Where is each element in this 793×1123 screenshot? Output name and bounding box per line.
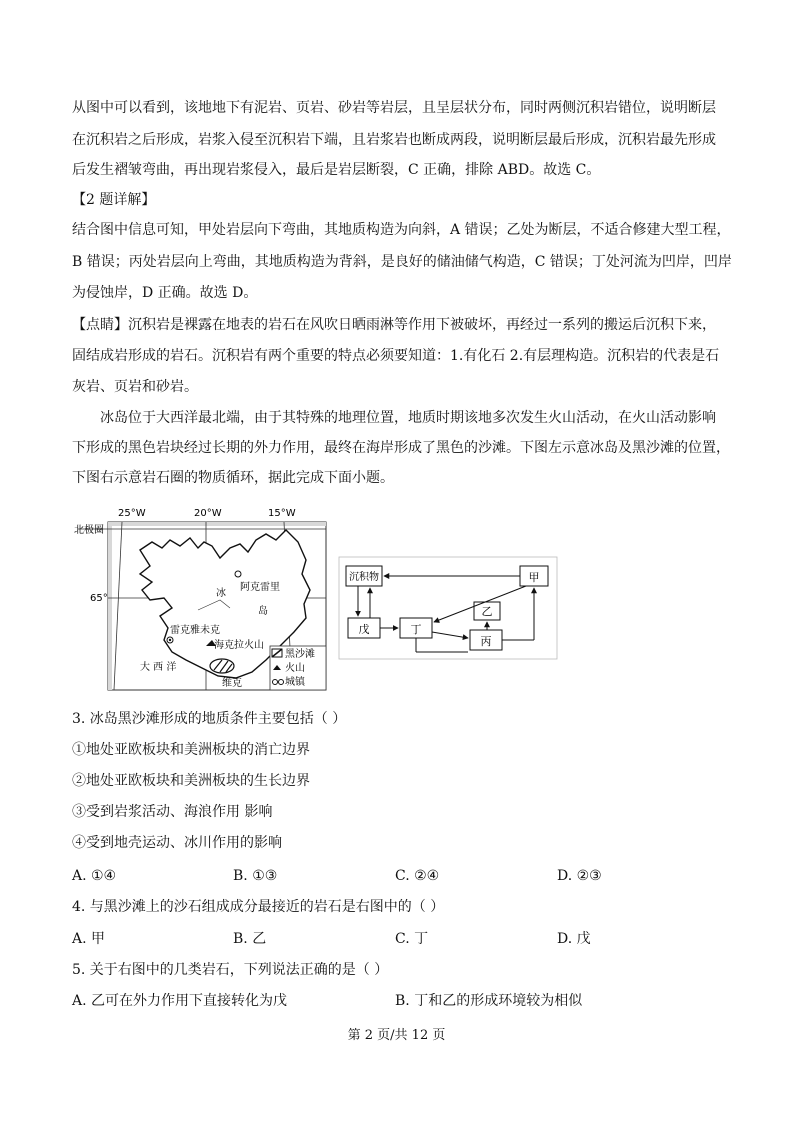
iceland-map [74, 500, 340, 700]
explanation-line-2: 在沉积岩之后形成，岩浆入侵至沉积岩下端，且岩浆岩也断成两段，说明断层最后形成，沉积岩最先形成 [72, 132, 716, 148]
lon-25w-label: 25°W [118, 508, 146, 519]
q3-option-c[interactable]: C. ②④ [395, 868, 440, 884]
island-label-bing: 冰 [216, 588, 226, 599]
legend-volcano-label: 火山 [285, 663, 305, 674]
note-line-2: 固结成岩形成的岩石。沉积岩有两个重要的特点必须要知道：1.有化石 2.有层理构造。沉积岩的代表是石 [72, 348, 720, 364]
q4-option-c[interactable]: C. 丁 [395, 931, 429, 947]
rock-cycle-diagram [338, 556, 558, 660]
hekla-label: 海克拉火山 [214, 640, 264, 651]
note-line-1: 【点睛】沉积岩是裸露在地表的岩石在风吹日晒雨淋等作用下被破坏，再经过一系列的搬运后沉积下来， [72, 317, 716, 333]
q5-stem: 5. 关于右图中的几类岩石，下列说法正确的是（ ） [72, 962, 389, 978]
island-label-dao: 岛 [258, 606, 268, 617]
q3-option-a[interactable]: A. ①④ [72, 868, 117, 884]
label-jia: 甲 [528, 571, 540, 584]
reykjavik-label: 雷克雅未克 [170, 625, 220, 636]
explanation-line-3: 后发生褶皱弯曲，再出现岩浆侵入，最后是岩层断裂，C 正确，排除 ABD。故选 C。 [72, 162, 601, 178]
q4-option-d[interactable]: D. 戊 [557, 931, 591, 947]
q4-stem: 4. 与黑沙滩上的沙石组成成分最接近的岩石是右图中的（ ） [72, 899, 445, 915]
label-yi: 乙 [481, 605, 493, 618]
vik-label: 维克 [222, 678, 242, 689]
legend-town-label: 城镇 [285, 677, 305, 688]
q3-statement-2: ②地处亚欧板块和美洲板块的生长边界 [72, 773, 310, 789]
detail-heading: 【2 题详解】 [72, 192, 156, 208]
legend-sand-label: 黑沙滩 [285, 649, 315, 660]
lon-20w-label: 20°W [194, 508, 222, 519]
arctic-circle-label: 北极圈 [74, 525, 104, 536]
intro-line-3: 下图右示意岩石圈的物质循环，据此完成下面小题。 [72, 470, 394, 486]
explanation-line-1: 从图中可以看到，该地地下有泥岩、页岩、砂岩等岩层，且呈层状分布，同时两侧沉积岩错位，说明断层 [72, 100, 716, 116]
detail-line-2: B 错误；丙处岩层向上弯曲，其地质构造为背斜，是良好的储油储气构造，C 错误；丁处河流为凹岸，凹岸 [72, 254, 732, 270]
q3-option-d[interactable]: D. ②③ [557, 868, 602, 884]
q4-option-a[interactable]: A. 甲 [72, 931, 106, 947]
q5-option-a[interactable]: A. 乙可在外力作用下直接转化为戊 [72, 993, 288, 1009]
intro-line-1: 冰岛位于大西洋最北端，由于其特殊的地理位置，地质时期该地多次发生火山活动，在火山活动影响 [100, 410, 716, 426]
q3-statement-4: ④受到地壳运动、冰川作用的影响 [72, 835, 282, 851]
label-sediment: 沉积物 [349, 572, 379, 583]
q4-option-b[interactable]: B. 乙 [233, 931, 267, 947]
akureyri-town [235, 571, 241, 577]
intro-line-2: 下形成的黑色岩块经过长期的外力作用，最终在海岸形成了黑色的沙滩。下图左示意冰岛及黑沙滩的位置， [72, 440, 730, 456]
q3-stem: 3. 冰岛黑沙滩形成的地质条件主要包括（ ） [72, 711, 347, 727]
q3-statement-1: ①地处亚欧板块和美洲板块的消亡边界 [72, 742, 310, 758]
q3-statement-3: ③受到岩浆活动、海浪作用 影响 [72, 804, 273, 820]
ocean-label: 大 西 洋 [140, 662, 177, 673]
label-bing: 丙 [480, 635, 492, 648]
q5-option-b[interactable]: B. 丁和乙的形成环境较为相似 [395, 993, 583, 1009]
page-footer: 第 2 页/共 12 页 [347, 1028, 446, 1043]
label-ding: 丁 [410, 623, 422, 636]
note-line-3: 灰岩、页岩和砂岩。 [72, 379, 198, 395]
q3-option-b[interactable]: B. ①③ [233, 868, 278, 884]
lon-15w-label: 15°W [268, 508, 296, 519]
lat-65-label: 65° [90, 593, 108, 604]
detail-line-3: 为侵蚀岸，D 正确。故选 D。 [72, 285, 258, 301]
label-wu: 戊 [358, 623, 370, 636]
akureyri-label: 阿克雷里 [240, 582, 280, 593]
detail-line-1: 结合图中信息可知，甲处岩层向下弯曲，其地质构造为向斜，A 错误；乙处为断层，不适合修建大型工程， [72, 222, 731, 238]
